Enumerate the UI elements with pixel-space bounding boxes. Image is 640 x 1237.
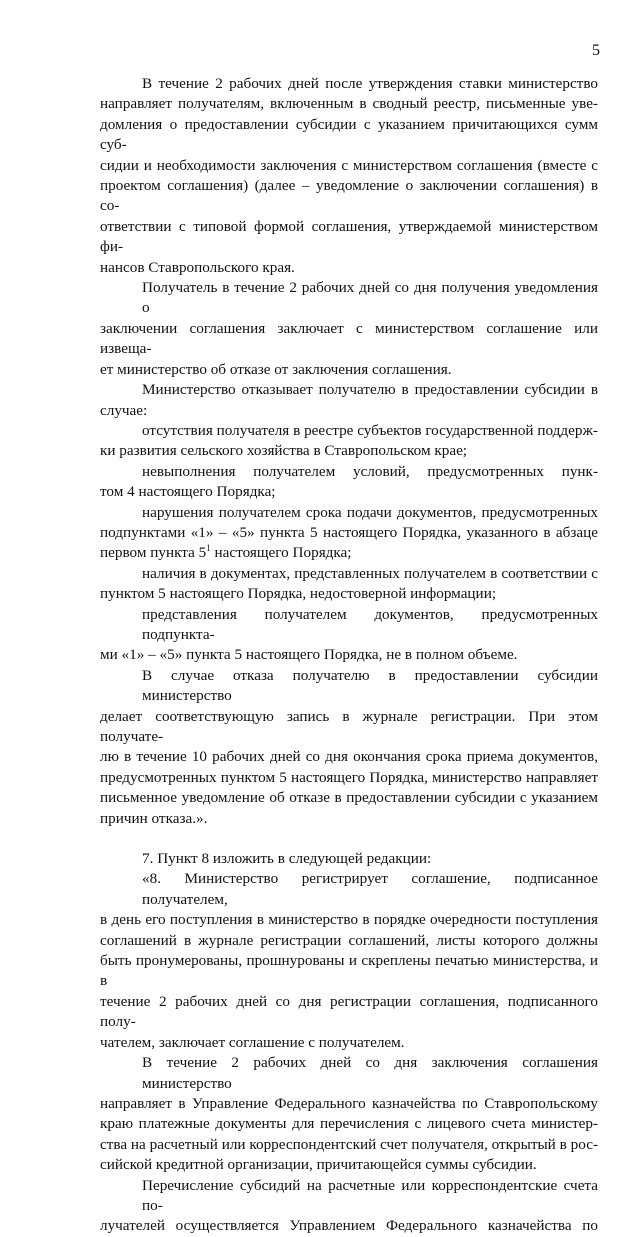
text-line: домления о предоставлении субсидии с указанием причитающихся сумм суб- [100, 115, 598, 154]
text-line: лю в течение 10 рабочих дней со дня окончания срока приема документов, [100, 748, 598, 766]
text-line: ки развития сельского хозяйства в Ставропольском крае; [100, 442, 468, 460]
text-line: подпунктами «1» – «5» пункта 5 настоящего Порядка, указанного в абзаце [100, 523, 598, 541]
text-line: ства на расчетный или корреспондентский счет получателя, открытый в рос- [100, 1135, 598, 1153]
text-line: течение 2 рабочих дней со дня регистрации соглашения, подписанного полу- [100, 992, 598, 1031]
text-line: невыполнения получателем условий, предусмотренных пунк- [142, 462, 598, 480]
paragraph [100, 666, 598, 829]
superscript: 1 [206, 543, 211, 554]
text-line: том 4 настоящего Порядка; [100, 483, 276, 501]
document-body [100, 74, 598, 1237]
text-line: делает соответствующую запись в журнале регистрации. При этом получате- [100, 707, 598, 745]
text-line: В случае отказа получателю в предоставлении субсидии министерство [142, 666, 598, 705]
text-line: 7. Пункт 8 изложить в следующей редакции: [142, 850, 432, 868]
text-line: соглашений в журнале регистрации соглашений, листы которого должны [100, 931, 598, 949]
text-fragment: первом пункта 5 [100, 544, 207, 562]
text-line: направляет в Управление Федерального казначейства по Ставропольскому [100, 1094, 598, 1112]
paragraph [100, 278, 598, 380]
text-line: заключении соглашения заключает с министерством соглашение или извеща- [100, 319, 598, 358]
text-line: чателем, заключает соглашение с получателем. [100, 1033, 405, 1051]
text-line: Получатель в течение 2 рабочих дней со дня получения уведомления о [142, 279, 598, 317]
paragraph [100, 605, 598, 666]
text-line: ми «1» – «5» пункта 5 настоящего Порядка, не в полном объеме. [100, 646, 518, 664]
text-line: предусмотренных пунктом 5 настоящего Порядка, министерство направляет [100, 768, 598, 786]
text-line: лучателей осуществляется Управлением Федерального казначейства по [100, 1217, 598, 1235]
text-line: в день его поступления в министерство в порядке очередности поступления [100, 911, 598, 929]
text-line: отсутствия получателя в реестре субъектов государственной поддерж- [142, 421, 598, 439]
text-line: В течение 2 рабочих дней после утверждения ставки министерство [142, 75, 598, 92]
paragraph [100, 74, 598, 278]
text-line: направляет получателям, включенным в сводный реестр, письменные уве- [100, 95, 598, 113]
text-line: Министерство отказывает получателю в предоставлении субсидии в [142, 381, 598, 399]
text-line: случае: [100, 401, 148, 419]
text-line: представления получателем документов, предусмотренных подпункта- [142, 605, 598, 643]
text-line: В течение 2 рабочих дней со дня заключения соглашения министерство [142, 1054, 598, 1092]
text-line: пунктом 5 настоящего Порядка, недостоверной информации; [100, 585, 497, 603]
text-line: ет министерство об отказе от заключения соглашения. [100, 360, 452, 378]
text-line: «8. Министерство регистрирует соглашение, подписанное получателем, [142, 870, 598, 908]
text-fragment: настоящего Порядка; [214, 544, 352, 562]
text-line: нансов Ставропольского края. [100, 258, 295, 276]
text-line: наличия в документах, представленных получателем в соответствии с [142, 564, 598, 582]
paragraph [100, 380, 598, 421]
paragraph [100, 869, 598, 1053]
paragraph [100, 1176, 598, 1237]
text-line: причин отказа.». [100, 809, 208, 827]
text-line: сийской кредитной организации, причитающейся суммы субсидии. [100, 1156, 537, 1174]
text-line: нарушения получателем срока подачи документов, предусмотренных [142, 503, 598, 521]
paragraph [100, 421, 598, 462]
text-line: ответствии с типовой формой соглашения, утверждаемой министерством фи- [100, 217, 598, 256]
text-line: сидии и необходимости заключения с министерством соглашения (вместе с [100, 156, 598, 174]
text-line: краю платежные документы для перечисления с лицевого счета министер- [100, 1115, 598, 1133]
paragraph [100, 564, 598, 605]
paragraph [100, 1053, 598, 1175]
page-number: 5 [592, 42, 600, 59]
text-line [100, 543, 598, 563]
text-line: проектом соглашения) (далее – уведомление о заключении соглашения) в со- [100, 177, 598, 215]
text-line: быть пронумерованы, прошнурованы и скреплены печатью министерства, и в [100, 952, 598, 990]
paragraph-spacer [100, 829, 598, 849]
paragraph [100, 462, 598, 503]
paragraph [100, 849, 598, 869]
text-line: Перечисление субсидий на расчетные или корреспондентские счета по- [142, 1176, 598, 1214]
text-line: письменное уведомление об отказе в предоставлении субсидии с указанием [100, 789, 598, 807]
paragraph [100, 503, 598, 564]
